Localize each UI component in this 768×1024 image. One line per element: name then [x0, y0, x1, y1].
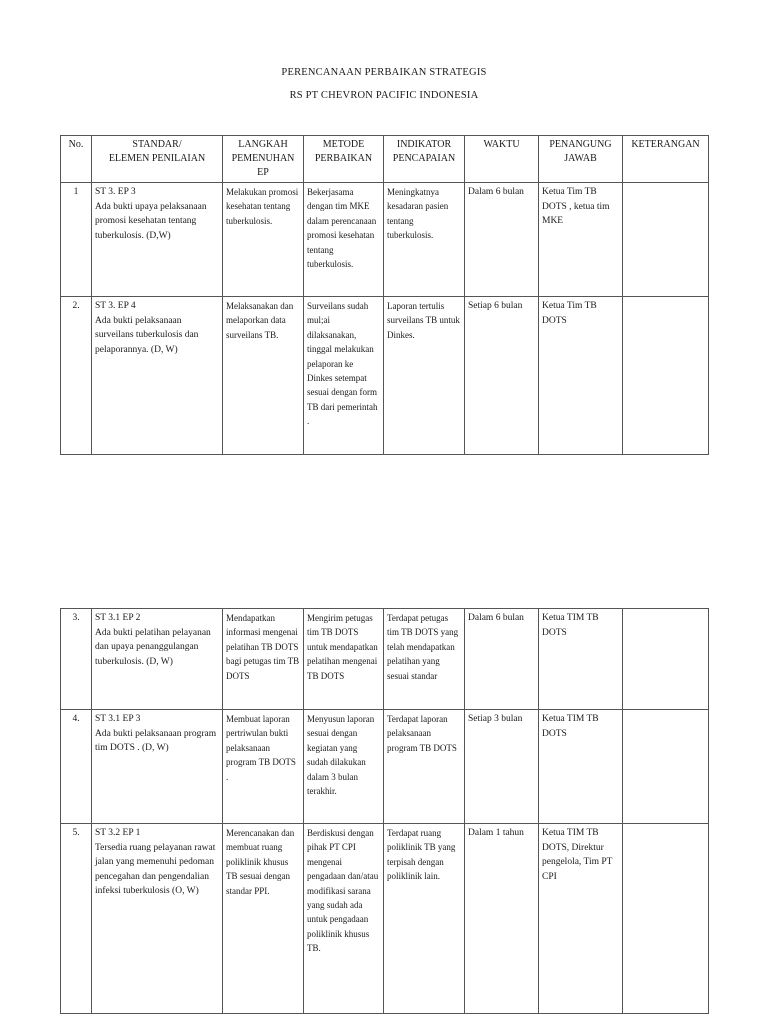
- cell-standar: ST 3.2 EP 1 Tersedia ruang pelayanan rawat jalan yang memenuhi pedoman pencegahan dan pengendalian infeksi tuberkulosis (O, W): [92, 824, 223, 1014]
- cell-keterangan: [623, 824, 709, 1014]
- cell-standar: ST 3. EP 3 Ada bukti upaya pelaksanaan promosi kesehatan tentang tuberkulosis. (D,W): [92, 183, 223, 297]
- cell-langkah: Membuat laporan pertriwulan bukti pelaksanaan program TB DOTS .: [223, 710, 304, 824]
- strategy-table-page-1: [60, 135, 709, 455]
- cell-indikator: Terdapat petugas tim TB DOTS yang telah mendapatkan pelatihan yang sesuai standar: [384, 609, 465, 710]
- cell-indikator: Laporan tertulis surveilans TB untuk Dinkes.: [384, 297, 465, 455]
- cell-no: 2.: [61, 297, 92, 455]
- cell-no: 3.: [61, 609, 92, 710]
- table-row: [61, 297, 709, 455]
- cell-waktu: Dalam 6 bulan: [465, 609, 539, 710]
- cell-langkah: Mendapatkan informasi mengenai pelatihan TB DOTS bagi petugas tim TB DOTS: [223, 609, 304, 710]
- cell-metode: Surveilans sudah mul;ai dilaksanakan, tinggal melakukan pelaporan ke Dinkes setempat sesuai dengan form TB dari pemerintah .: [304, 297, 384, 455]
- cell-langkah: Melaksanakan dan melaporkan data surveilans TB.: [223, 297, 304, 455]
- header-waktu: WAKTU: [465, 136, 539, 183]
- header-penanggung-jawab: PENANGUNG JAWAB: [539, 136, 623, 183]
- cell-metode: Berdiskusi dengan pihak PT CPI mengenai pengadaan dan/atau modifikasi sarana yang sudah ada untuk pengadaan poliklinik khusus TB.: [304, 824, 384, 1014]
- header-indikator: INDIKATOR PENCAPAIAN: [384, 136, 465, 183]
- strategy-table-page-2: [60, 608, 709, 1014]
- cell-metode: Bekerjasama dengan tim MKE dalam perencanaan promosi kesehatan tentang tuberkulosis.: [304, 183, 384, 297]
- header-metode: METODE PERBAIKAN: [304, 136, 384, 183]
- table-row: [61, 183, 709, 297]
- header-langkah: LANGKAH PEMENUHAN EP: [223, 136, 304, 183]
- table-row: [61, 710, 709, 824]
- cell-penanggung-jawab: Ketua TIM TB DOTS, Direktur pengelola, Tim PT CPI: [539, 824, 623, 1014]
- cell-keterangan: [623, 297, 709, 455]
- cell-indikator: Terdapat laporan pelaksanaan program TB DOTS: [384, 710, 465, 824]
- cell-metode: Menyusun laporan sesuai dengan kegiatan yang sudah dilakukan dalam 3 bulan terakhir.: [304, 710, 384, 824]
- cell-penanggung-jawab: Ketua Tim TB DOTS: [539, 297, 623, 455]
- document-subtitle: RS PT CHEVRON PACIFIC INDONESIA: [289, 90, 479, 101]
- cell-langkah: Melakukan promosi kesehatan tentang tuberkulosis.: [223, 183, 304, 297]
- cell-standar: ST 3. EP 4 Ada bukti pelaksanaan surveilans tuberkulosis dan pelaporannya. (D, W): [92, 297, 223, 455]
- table-row: [61, 824, 709, 1014]
- cell-standar: ST 3.1 EP 2 Ada bukti pelatihan pelayanan dan upaya penanggulangan tuberkulosis. (D, W): [92, 609, 223, 710]
- table-header-row: [61, 136, 709, 183]
- cell-penanggung-jawab: Ketua TIM TB DOTS: [539, 609, 623, 710]
- cell-waktu: Dalam 6 bulan: [465, 183, 539, 297]
- cell-standar: ST 3.1 EP 3 Ada bukti pelaksanaan program tim DOTS . (D, W): [92, 710, 223, 824]
- cell-waktu: Setiap 6 bulan: [465, 297, 539, 455]
- header-standar: STANDAR/ ELEMEN PENILAIAN: [92, 136, 223, 183]
- table-row: [61, 609, 709, 710]
- cell-keterangan: [623, 183, 709, 297]
- cell-langkah: Merencanakan dan membuat ruang poliklinik khusus TB sesuai dengan standar PPI.: [223, 824, 304, 1014]
- cell-metode: Mengirim petugas tim TB DOTS untuk mendapatkan pelatihan mengenai TB DOTS: [304, 609, 384, 710]
- cell-no: 4.: [61, 710, 92, 824]
- header-keterangan: KETERANGAN: [623, 136, 709, 183]
- cell-waktu: Setiap 3 bulan: [465, 710, 539, 824]
- cell-no: 1: [61, 183, 92, 297]
- cell-penanggung-jawab: Ketua TIM TB DOTS: [539, 710, 623, 824]
- document-title: PERENCANAAN PERBAIKAN STRATEGIS: [281, 67, 487, 78]
- cell-penanggung-jawab: Ketua Tim TB DOTS , ketua tim MKE: [539, 183, 623, 297]
- cell-indikator: Terdapat ruang poliklinik TB yang terpisah dengan poliklinik lain.: [384, 824, 465, 1014]
- cell-keterangan: [623, 710, 709, 824]
- header-no: No.: [61, 136, 92, 183]
- cell-no: 5.: [61, 824, 92, 1014]
- cell-indikator: Meningkatnya kesadaran pasien tentang tuberkulosis.: [384, 183, 465, 297]
- cell-waktu: Dalam 1 tahun: [465, 824, 539, 1014]
- cell-keterangan: [623, 609, 709, 710]
